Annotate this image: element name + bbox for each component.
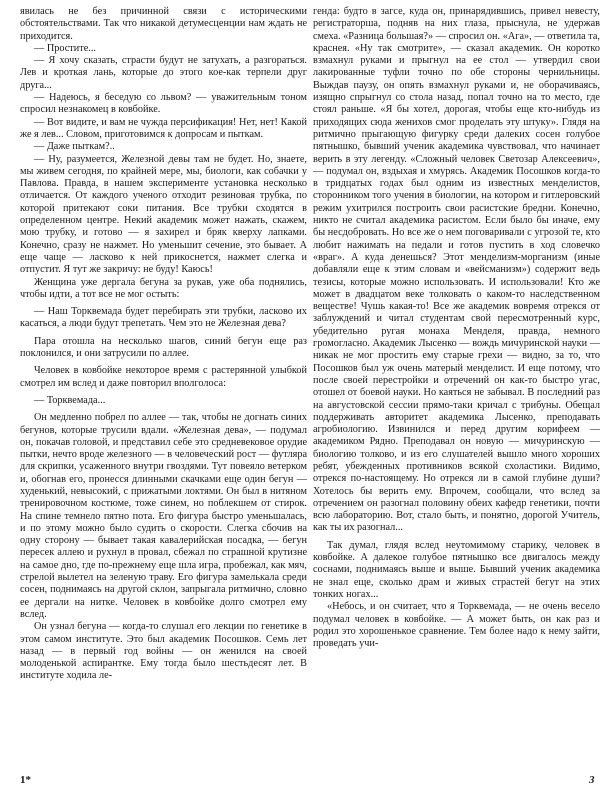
paragraph: — Торквемада... xyxy=(34,394,106,406)
paragraph: Он узнал бегуна — когда-то слушал его лекции по генетике в этом самом институте. Это был академик Посошков. Семь лет назад — в первый год войны — он женился на своей молоденькой аспирантке. Ему тогда было шестьдесят лет. В институте ходила ле- xyxy=(20,621,307,682)
page-number: 3 xyxy=(589,774,595,786)
paragraph: Человек в ковбойке некоторое время с растерянной улыбкой смотрел им вслед и даже повторил вполголоса: xyxy=(20,365,307,389)
paragraph: генда: будто в загсе, куда он, принарядившись, привел невесту, регистраторша, подняв на них глаза, прыснула, не удержав смеха. «Разница большая?» — спросил он. «Ага», — ответила та, краснея. «Ну так смотрите», — сказал академик. Он коротко взмахнул руками и прыгнул на ее стол — утвердил свои лакированные туфли точно по обе стороны чернильницы. Выждав паузу, он опять взмахнул руками и, не оборачиваясь, изящно спрыгнул со стола назад, попал точно на то место, где стоял раньше. «Я бы хотел, дорогая, чтобы еще кто-нибудь из приходящих сюда женихов смог проделать эту штуку». Глядя на ритмично прыгающую фигурку среди далеких сосен голубое пятнышко, бывший ученик академика чувствовал, что начинает верить в эту легенду. «Сложный человек Светозар Алексеевич», — подумал он, вздыхая и хмурясь. Академик Посошков когда-то в тридцатых годах был одним из известных менделистов, сторонником того учения в биологии, на котором и гитлеровский режим ухитрился построить свои расистские бредни. Конечно, никто не считал академика расистом. Если было бы иначе, ему бы несдобровать. Но все же о нем поговаривали с угрозой те, кто любит нажимать на педали и готов пустить в ход словечко «враг». А куда денешься? Этот менделизм-морганизм (иные добавляли еще к этим словам и «вейсманизм») содержит ведь тезисы, которые можно использовать. И использовали! Кто же может в двадцатом веке толковать о каком-то наследственном веществе! Чушь какая-то! Все же академик вовремя отрекся от заблуждений и читал студентам свой пересмотренный курс, убедительно ругая монаха Менделя, правда, немного громогласно. Академик Лысенко — вождь мичуринской науки — никак не мог простить ему старые грехи — видно, за то, что Посошков был уж очень матерый менделист. И еще потому, что после своей перестройки и отречений он как-то быстро угас, отошел от боевой науки. Но каяться не забывал. В последний раз на августовской сессии прямо-таки кричал с трибуны. Обещал поддерживать авторитет академика Лысенко, преподавать агробиологию. Извинился и перед другим корифеем — академиком Рядно. Преподавал он новую — мичуринскую — биологию толково, и из его слушателей вышло много хороших ребят, убежденных противников всякой схоластики. Видимо, отрекся по-настоящему. Но отрекся ли в самой глубине души? Хотелось бы верить ему. Впрочем, сообщали, что вслед за отречением он разогнал половину обеих кафедр генетики, почти всю лабораторию. Вот, стало быть, и понятно, дорогой Учитель, как ты их разогнал... xyxy=(313,6,600,534)
left-text-column xyxy=(20,6,307,683)
paragraph: Так думал, глядя вслед неутомимому старику, человек в ковбойке. А далекое голубое пятнышко все двигалось между соснами, поднимаясь выше и выше. Бывший ученик академика не знал еще, сколько драм и живых страстей бегут на этих тонких ногах... xyxy=(313,539,600,600)
paragraph: явилась не без причинной связи с историческими обстоятельствами. Так что никакой детумесценции нам ждать не приходится. xyxy=(20,6,307,42)
paragraph: — Я хочу сказать, страсти будут не затухать, а разгораться. Лев и кроткая лань, которые до этого кое-как терпели друг друга... xyxy=(20,55,307,91)
right-text-column xyxy=(313,6,600,650)
paragraph: — Ну, разумеется, Железной девы там не будет. Но, знаете, мы живем сегодня, по крайней мере, мы, биологи, как собачки у Павлова. Правда, в нашем эксперименте установка несколько отличается. От каждого ученого отходит резиновая трубка, по которой притекают соки питания. Все трубки сходятся в определенном центре. Некий академик может нажать, скажем, мою трубку, и готово — я захирел и бряк кверху лапками. Конечно, сразу не нажмет. Но уменьшит сечение, это бывает. А еще чаще — ласково к ней прикоснется, нажмет слегка и отпустит. Я тут же закричу: не буду! Каюсь! xyxy=(20,153,307,276)
paragraph: — Вот видите, и вам не чужда персификация! Нет, нет! Какой же я лев... Словом, приготовимся к допросам и пыткам. xyxy=(20,116,307,140)
paragraph: Он медленно побрел по аллее — так, чтобы не догнать синих бегунов, которые трусили вдали. «Железная дева», — подумал он, покачав головой, и представил себе это средневековое орудие пытки, нечто вроде железного — в человеческий рост — футляра для скрипки, усаженного внутри гвоздями. Тут повеяло ветерком и, обогнав его, пронесся длинными скачками еще один бегун — худенький, невысокий, с прижатыми локтями. Он был в нитяном тренировочном костюме, тоже синем, но поблекшем от стирок. На спине темнело пятно пота. Его фигура быстро уменьшалась, и по этому можно было судить о скорости. Слегка сбочив на одну сторону — бывает такая кавалерийская посадка, — бегун пересек аллею и рухнул в провал, сбежал по страшной крутизне на самое дно, где по-прежнему еще шла игра, пробежал, как мяч, стрелой вылетел на зеленую траву. Его фигура замелькала среди сосен, поднимаясь на другой склон, запрыгала ритмично, словно ее дергали на нитке. Человек в ковбойке долго смотрел ему вслед. xyxy=(20,412,307,620)
paragraph: Пара отошла на несколько шагов, синий бегун еще раз поклонился, и они затрусили по аллее. xyxy=(20,335,307,360)
paragraph: — Наш Торквемада будет перебирать эти трубки, ласково их касаться, а люди будут трепетать. Чем это не Железная дева? xyxy=(20,306,307,330)
paragraph: — Простите... xyxy=(34,42,96,54)
paragraph: — Надеюсь, я беседую со львом? — уважительным тоном спросил незнакомец в ковбойке. xyxy=(20,92,307,116)
signature-mark: 1* xyxy=(20,774,31,786)
paragraph: Женщина уже дергала бегуна за рукав, уже оба поднялись, чтобы идти, а тот все не мог остыть: xyxy=(20,276,307,300)
paragraph: — Даже пыткам?.. xyxy=(34,141,115,153)
paragraph: «Небось, и он считает, что я Торквемада, — не очень весело подумал человек в ковбойке. — А может быть, он как раз и родил это хорошенькое сравнение. Тем более надо к нему зайти, проведать учи- xyxy=(313,601,600,650)
